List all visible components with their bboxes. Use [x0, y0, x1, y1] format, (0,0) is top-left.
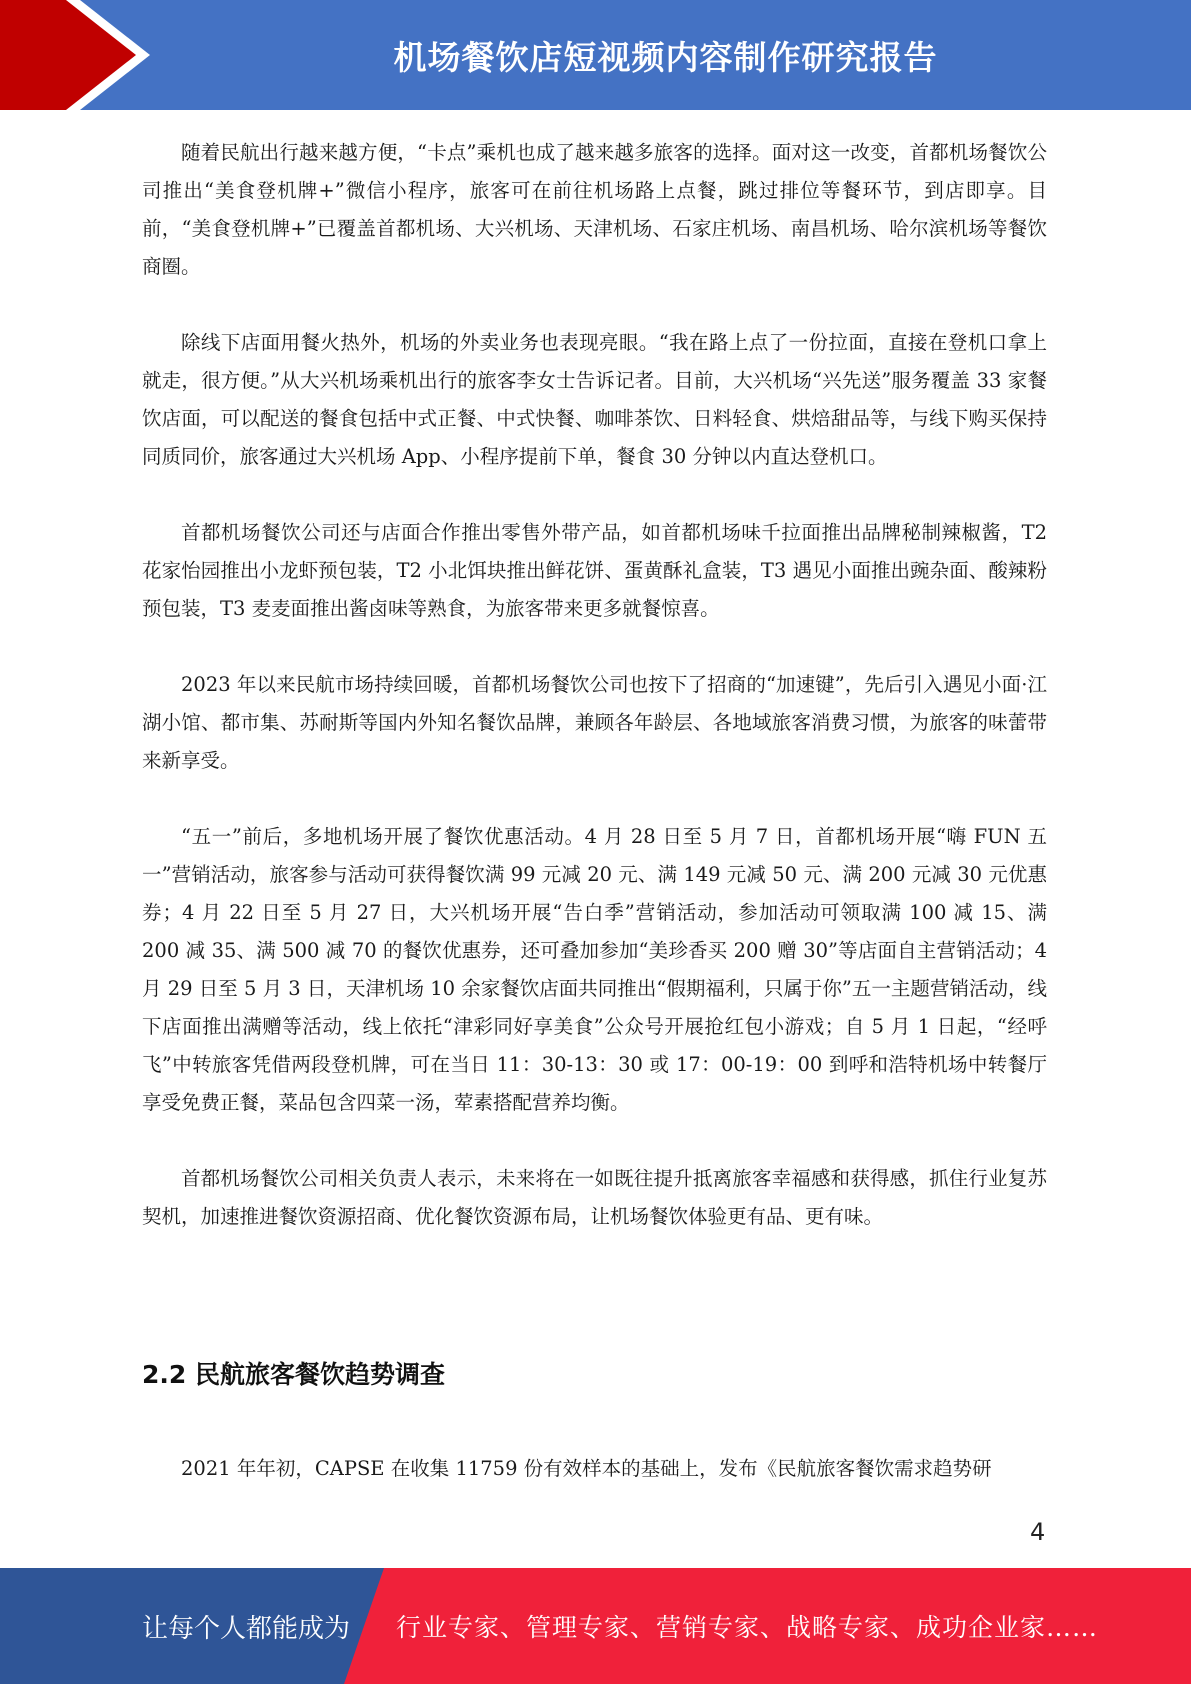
document-title: 机场餐饮店短视频内容制作研究报告	[393, 37, 938, 77]
header-band	[0, 0, 1191, 110]
paragraph: 除线下店面用餐火热外，机场的外卖业务也表现亮眼。“我在路上点了一份拉面，直接在登机口拿上就走，很方便。”从大兴机场乘机出行的旅客李女士告诉记者。目前，大兴机场“兴先送”服务覆盖 33 家餐饮店面，可以配送的餐食包括中式正餐、中式快餐、咖啡茶饮、日料轻食、烘焙甜品等，与线下购买保持同质同价，旅客通过大兴机场 App、小程序提前下单，餐食 30 分钟以内直达登机口。	[142, 331, 1047, 468]
paragraph: 随着民航出行越来越方便，“卡点”乘机也成了越来越多旅客的选择。面对这一改变，首都机场餐饮公司推出“美食登机牌+”微信小程序，旅客可在前往机场路上点餐，跳过排位等餐环节，到店即享。目前，“美食登机牌+”已覆盖首都机场、大兴机场、天津机场、石家庄机场、南昌机场、哈尔滨机场等餐饮商圈。	[142, 141, 1047, 278]
footer-slogan-right: 行业专家、管理专家、营销专家、战略专家、成功企业家……	[396, 1613, 1099, 1642]
body-content	[142, 134, 1047, 1274]
paragraph: 2023 年以来民航市场持续回暖，首都机场餐饮公司也按下了招商的“加速键”，先后引入遇见小面·江湖小馆、都市集、苏耐斯等国内外知名餐饮品牌，兼顾各年龄层、各地域旅客消费习惯，为旅客的味蕾带来新享受。	[142, 673, 1047, 772]
footer-band	[0, 1568, 1191, 1684]
section-heading: 2.2 民航旅客餐饮趋势调查	[142, 1360, 445, 1389]
paragraph: 首都机场餐饮公司还与店面合作推出零售外带产品，如首都机场味千拉面推出品牌秘制辣椒酱，T2 花家怡园推出小龙虾预包装，T2 小北饵块推出鲜花饼、蛋黄酥礼盒装，T3 遇见小面推出豌杂面、酸辣粉预包装，T3 麦麦面推出酱卤味等熟食，为旅客带来更多就餐惊喜。	[142, 521, 1047, 620]
section-first-paragraph: 2021 年年初，CAPSE 在收集 11759 份有效样本的基础上，发布《民航旅客餐饮需求趋势研	[181, 1457, 992, 1480]
paragraph: “五一”前后，多地机场开展了餐饮优惠活动。4 月 28 日至 5 月 7 日，首都机场开展“嗨 FUN 五一”营销活动，旅客参与活动可获得餐饮满 99 元减 20 元、满 149 元减 50 元、满 200 元减 30 元优惠券；4 月 22 日至 5 月 27 日，大兴机场开展“告白季”营销活动，参加活动可领取满 100 减 15、满 200 减 35、满 500 减 70 的餐饮优惠券，还可叠加参加“美珍香买 200 赠 30”等店面自主营销活动；4 月 29 日至 5 月 3 日，天津机场 10 余家餐饮店面共同推出“假期福利，只属于你”五一主题营销活动，线下店面推出满赠等活动，线上依托“津彩同好享美食”公众号开展抢红包小游戏；自 5 月 1 日起，“经呼飞”中转旅客凭借两段登机牌，可在当日 11：30-13：30 或 17：00-19：00 到呼和浩特机场中转餐厅享受免费正餐，菜品包含四菜一汤，荤素搭配营养均衡。	[142, 825, 1047, 1114]
footer-slogan-left: 让每个人都能成为	[142, 1613, 351, 1644]
paragraph: 首都机场餐饮公司相关负责人表示，未来将在一如既往提升抵离旅客幸福感和获得感，抓住行业复苏契机，加速推进餐饮资源招商、优化餐饮资源布局，让机场餐饮体验更有品、更有味。	[142, 1167, 1047, 1228]
page-number: 4	[1030, 1518, 1046, 1546]
chevron-arrow-icon	[0, 0, 160, 110]
